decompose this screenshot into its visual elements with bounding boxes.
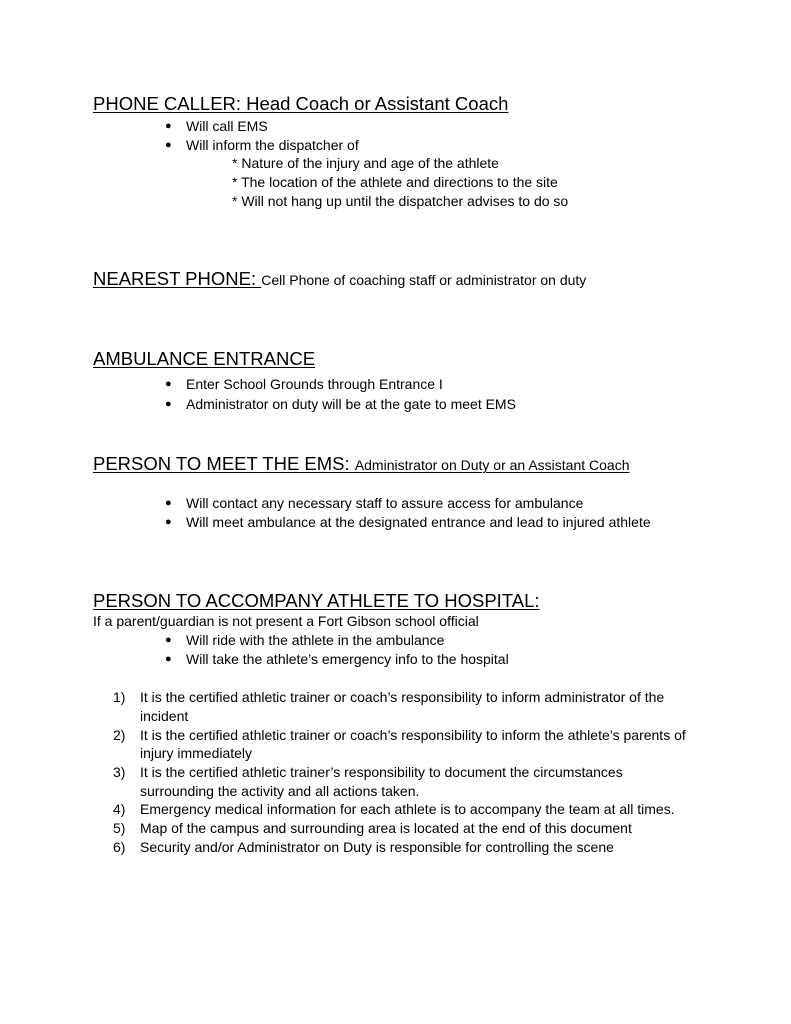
bullet-icon: ● xyxy=(165,398,172,410)
heading-nearest-phone xyxy=(93,268,586,291)
list-item: Will take the athlete’s emergency info to the hospital xyxy=(186,651,509,667)
list-item: Enter School Grounds through Entrance I xyxy=(186,376,443,392)
numbered-item-line: Emergency medical information for each athlete is to accompany the team at all times. xyxy=(140,801,675,817)
numbered-item-line: Map of the campus and surrounding area is located at the end of this document xyxy=(140,820,632,836)
bullet-icon: ● xyxy=(165,653,172,665)
nearest-phone-text: Cell Phone of coaching staff or administrator on duty xyxy=(261,272,587,288)
bullet-icon: ● xyxy=(165,139,172,151)
list-item: Will call EMS xyxy=(186,118,268,134)
heading-ambulance-entrance: AMBULANCE ENTRANCE xyxy=(93,348,316,369)
heading-accompany: PERSON TO ACCOMPANY ATHLETE TO HOSPITAL: xyxy=(93,590,540,611)
list-number: 4) xyxy=(113,801,126,817)
list-item: Will contact any necessary staff to assure access for ambulance xyxy=(186,495,584,511)
bullet-icon: ● xyxy=(165,634,172,646)
sub-item: * Will not hang up until the dispatcher advises to do so xyxy=(232,193,569,209)
heading-label: NEAREST PHONE: xyxy=(93,268,262,289)
numbered-item-line: It is the certified athletic trainer’s responsibility to document the circumstances xyxy=(140,764,623,780)
numbered-item-line: It is the certified athletic trainer or coach’s responsibility to inform the athlete’s parents of xyxy=(140,727,686,743)
bullet-icon: ● xyxy=(165,516,172,528)
heading-phone-caller: PHONE CALLER: Head Coach or Assistant Coach xyxy=(93,93,509,114)
numbered-item-line: incident xyxy=(140,708,189,724)
numbered-item-line: injury immediately xyxy=(140,745,253,761)
heading-person-to-meet xyxy=(93,453,630,476)
person-to-meet-text: Administrator on Duty or an Assistant Coach xyxy=(354,457,630,473)
bullet-icon: ● xyxy=(165,378,172,390)
sub-item: * Nature of the injury and age of the athlete xyxy=(232,155,499,171)
list-number: 5) xyxy=(113,820,126,836)
list-item: Administrator on duty will be at the gate to meet EMS xyxy=(186,396,516,412)
sub-item: * The location of the athlete and directions to the site xyxy=(232,174,558,190)
list-item: Will meet ambulance at the designated entrance and lead to injured athlete xyxy=(186,514,651,530)
list-number: 1) xyxy=(113,689,126,705)
bullet-icon: ● xyxy=(165,497,172,509)
list-number: 2) xyxy=(113,727,126,743)
heading-label: PERSON TO MEET THE EMS: xyxy=(93,453,355,474)
numbered-item-line: It is the certified athletic trainer or coach’s responsibility to inform administrator of the xyxy=(140,689,665,705)
list-number: 3) xyxy=(113,764,126,780)
list-item: Will ride with the athlete in the ambulance xyxy=(186,632,445,648)
bullet-icon: ● xyxy=(165,120,172,132)
numbered-item-line: Security and/or Administrator on Duty is responsible for controlling the scene xyxy=(140,839,614,855)
numbered-item-line: surrounding the activity and all actions taken. xyxy=(140,783,420,799)
list-number: 6) xyxy=(113,839,126,855)
list-item: Will inform the dispatcher of xyxy=(186,137,359,153)
accompany-intro: If a parent/guardian is not present a Fort Gibson school official xyxy=(93,613,479,629)
